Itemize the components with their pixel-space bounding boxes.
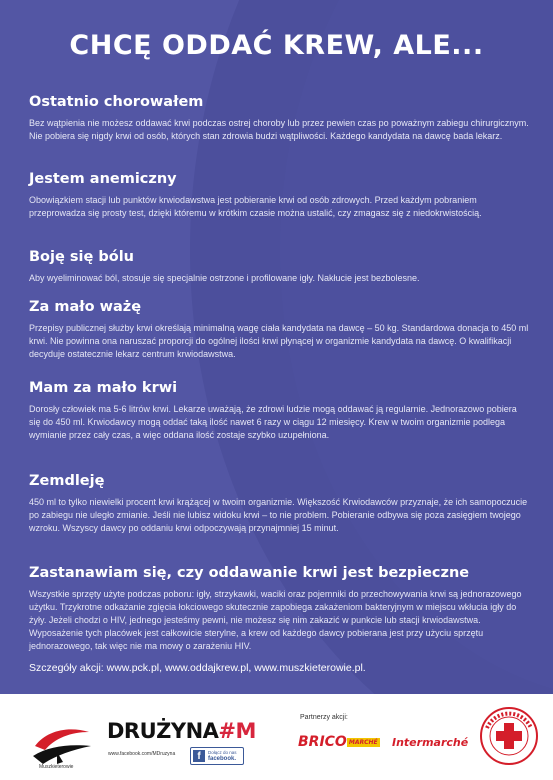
section-heading: Jestem anemiczny — [29, 171, 177, 187]
section-heading: Zemdleję — [29, 473, 105, 489]
facebook-icon: f — [193, 750, 205, 762]
facebook-badge-big: facebook. — [208, 756, 237, 762]
section-low-blood — [29, 380, 529, 442]
druzyna-suffix: #M — [218, 719, 256, 743]
section-anemia — [29, 171, 529, 220]
brico-marche: MARCHÉ — [348, 738, 378, 746]
facebook-url[interactable]: www.facebook.com/MDruzyna — [108, 751, 176, 757]
section-text: 450 ml to tylko niewielki procent krwi krążącej w twoim organizmie. Większość Krwiodawców przyznaje, że ich samopoczucie po zabiegu nie uległo zmianie. Jeśli nie lubisz widoku krwi – to nie problem. Pobieranie odbywa się poza zasięgiem twojego wzroku. Wszyscy dawcy po oddaniu krwi odpoczywają przynajmniej 15 minut. — [29, 497, 528, 533]
facebook-join-badge[interactable] — [190, 747, 244, 765]
section-text: Obowiązkiem stacji lub punktów krwiodawstwa jest pobieranie krwi od osób zdrowych. Przed każdym pobraniem przeprowadza się prosty test, dzięki któremu w krótkim czasie można ustalić, czy zmagasz się z niedokrwistością. — [29, 195, 482, 218]
section-heading: Ostatnio chorowałem — [29, 94, 204, 110]
section-heading: Boję się bólu — [29, 249, 134, 265]
section-low-weight — [29, 299, 529, 361]
facebook-badge-small: Dołącz do nas — [208, 750, 237, 755]
campaign-details: Szczegóły akcji: www.pck.pl, www.oddajkrew.pl, www.muszkieterowie.pl. — [29, 662, 366, 674]
section-text: Wszystkie sprzęty użyte podczas poboru: igły, strzykawki, waciki oraz pojemniki do przechowywania krwi są jednorazowego użytku. Trzykrotne odkażanie zgięcia łokciowego skutecznie zapobiega zakażeniom bakteryjnym w miejscu wkłucia igły do żyły. Jeżeli chodzi o HIV, jednego jesteśmy pewni, nie możesz się nim zakazić w punkcie lub stacji krwiodawstwa. Wyposażenie tych placówek jest całkowicie sterylne, a krew od każdego dawcy pobierana jest przy użyciu sprzętu jednorazowego, tak więc nie ma mowy o zarażeniu HIV. — [29, 589, 522, 651]
facebook-badge-text — [208, 750, 237, 762]
section-text: Dorosły człowiek ma 5-6 litrów krwi. Lekarze uważają, że zdrowi ludzie mogą oddawać ją regularnie. Jednorazowo pobiera się do 450 ml. Krwiodawcy mogą oddać taką ilość nawet 6 razy w ciągu 12 miesięcy. Krew w twoim organizmie podlega wymianie przez cały czas, a więc oddana ilość zostaje szybko uzupełniona. — [29, 404, 517, 440]
bricomarche-logo — [298, 734, 380, 750]
druzyna-logo — [107, 719, 256, 743]
section-fear-of-pain — [29, 249, 529, 285]
section-fainting — [29, 473, 529, 535]
druzyna-prefix: DRUŻYNA — [107, 719, 219, 743]
section-text: Przepisy publicznej służby krwi określają minimalną wagę ciała kandydata na dawcę – 50 kg. Standardowa donacja to 450 ml krwi. Nie powinna ona naruszać proporcji do ogólnej ilości krwi płynącej w organizmie kandydata na dawcę. O kwalifikacji decyduje ostatecznie lekarz centrum krwiodawstwa. — [29, 323, 529, 359]
section-recent-illness — [29, 94, 529, 143]
section-text: Aby wyeliminować ból, stosuje się specjalnie ostrzone i profilowane igły. Nakłucie jest bezbolesne. — [29, 273, 420, 283]
footer — [0, 694, 553, 780]
section-heading: Zastanawiam się, czy oddawanie krwi jest bezpieczne — [29, 565, 470, 581]
intermarche-logo: Intermarché — [392, 736, 469, 749]
brico-text: BRICO — [298, 734, 347, 750]
partners-label: Partnerzy akcji: — [300, 714, 348, 721]
section-safety — [29, 565, 529, 653]
section-text: Bez wątpienia nie możesz oddawać krwi podczas ostrej choroby lub przez pewien czas po poważnym zabiegu chirurgicznym. Nie pobiera się nigdy krwi od osób, których stan zdrowia budzi wątpliwości. Każdego kandydata na dawcę bada lekarz. — [29, 118, 529, 141]
poster-title: CHCĘ ODDAĆ KREW, ALE... — [69, 30, 484, 61]
muszkieterowie-label: Muszkieterowie — [39, 764, 74, 770]
pck-red-cross-logo — [479, 706, 539, 766]
section-heading: Mam za mało krwi — [29, 380, 178, 396]
section-heading: Za mało ważę — [29, 299, 142, 315]
